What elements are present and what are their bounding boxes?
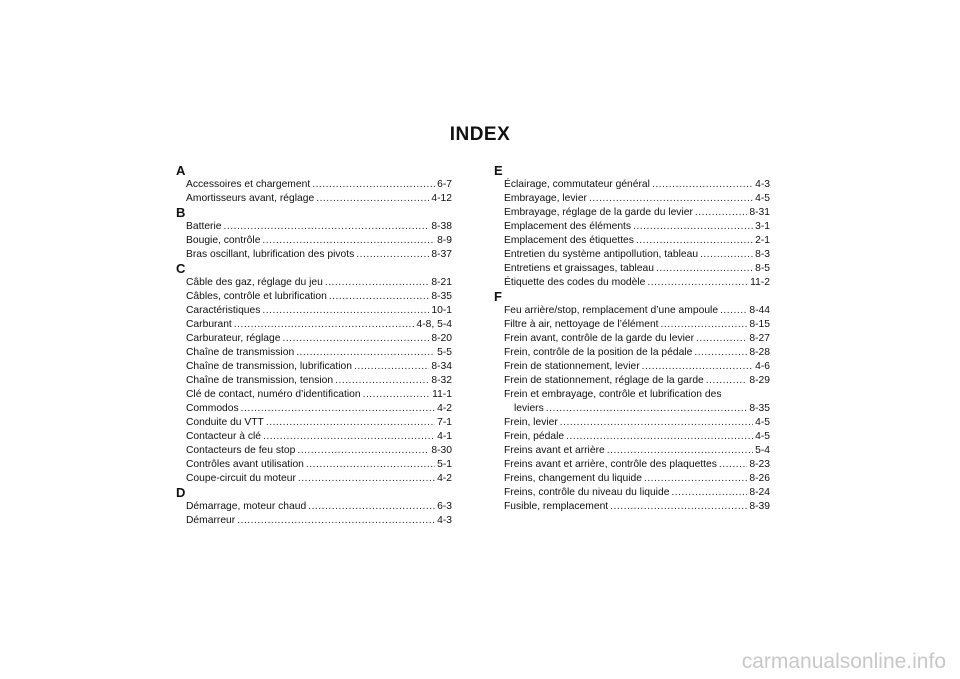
index-entry: Contacteurs de feu stop ..... 8-30 bbox=[174, 444, 452, 458]
index-entry: Freins avant et arrière ..... 5-4 bbox=[492, 444, 770, 458]
index-entry: Feu arrière/stop, remplacement d’une ampoule ..... 8-44 bbox=[492, 304, 770, 318]
index-entry: Amortisseurs avant, réglage ..... 4-12 bbox=[174, 192, 452, 206]
index-entry: Câble des gaz, réglage du jeu ..... 8-21 bbox=[174, 276, 452, 290]
index-entry: Batterie ..... 8-38 bbox=[174, 220, 452, 234]
index-entry: Entretien du système antipollution, tableau ..... 8-3 bbox=[492, 248, 770, 262]
index-entry: Clé de contact, numéro d’identification ..... 11-1 bbox=[174, 388, 452, 402]
section-letter-d: D bbox=[176, 485, 186, 500]
index-entry: Frein de stationnement, levier ..... 4-6 bbox=[492, 360, 770, 374]
section-a bbox=[174, 164, 452, 206]
index-entry: Étiquette des codes du modèle ..... 11-2 bbox=[492, 276, 770, 290]
section-f bbox=[492, 290, 770, 514]
index-entry: Frein, contrôle de la position de la pédale ..... 8-28 bbox=[492, 346, 770, 360]
index-entry: Embrayage, levier ..... 4-5 bbox=[492, 192, 770, 206]
index-entry: Filtre à air, nettoyage de l’élément ..... 8-15 bbox=[492, 318, 770, 332]
section-e bbox=[492, 164, 770, 290]
index-entry-heading: Frein et embrayage, contrôle et lubrification des bbox=[504, 389, 722, 400]
index-entry: Frein, levier ..... 4-5 bbox=[492, 416, 770, 430]
index-entry: Chaîne de transmission ..... 5-5 bbox=[174, 346, 452, 360]
index-entry: Démarrage, moteur chaud ..... 6-3 bbox=[174, 500, 452, 514]
index-entry: Emplacement des étiquettes ..... 2-1 bbox=[492, 234, 770, 248]
section-letter-c: C bbox=[176, 261, 186, 276]
index-column-left bbox=[174, 164, 452, 528]
index-entry: Contacteur à clé ..... 4-1 bbox=[174, 430, 452, 444]
section-d bbox=[174, 486, 452, 528]
index-entry: Frein, pédale ..... 4-5 bbox=[492, 430, 770, 444]
index-entry: Bras oscillant, lubrification des pivots ..... 8-37 bbox=[174, 248, 452, 262]
section-b bbox=[174, 206, 452, 262]
index-entry: Conduite du VTT ..... 7-1 bbox=[174, 416, 452, 430]
index-entry: Chaîne de transmission, tension ..... 8-32 bbox=[174, 374, 452, 388]
index-entry: Freins, changement du liquide ..... 8-26 bbox=[492, 472, 770, 486]
page-title: INDEX bbox=[449, 124, 511, 145]
index-column-right bbox=[492, 164, 770, 514]
section-letter-e: E bbox=[494, 163, 503, 178]
index-entry: Embrayage, réglage de la garde du levier ..... 8-31 bbox=[492, 206, 770, 220]
watermark-text: carmanualsonline.info bbox=[741, 650, 946, 673]
index-entry: Freins avant et arrière, contrôle des plaquettes ..... 8-23 bbox=[492, 458, 770, 472]
section-letter-b: B bbox=[176, 205, 186, 220]
index-entry: Entretiens et graissages, tableau ..... 8-5 bbox=[492, 262, 770, 276]
index-entry: Accessoires et chargement ..... 6-7 bbox=[174, 178, 452, 192]
index-entry: Emplacement des éléments ..... 3-1 bbox=[492, 220, 770, 234]
section-letter-f: F bbox=[494, 289, 502, 304]
section-letter-a: A bbox=[176, 163, 186, 178]
index-entry: Freins, contrôle du niveau du liquide ..... 8-24 bbox=[492, 486, 770, 500]
index-entry: Carburateur, réglage ..... 8-20 bbox=[174, 332, 452, 346]
index-entry: Commodos ..... 4-2 bbox=[174, 402, 452, 416]
index-entry: Caractéristiques ..... 10-1 bbox=[174, 304, 452, 318]
index-entry: Câbles, contrôle et lubrification ..... 8-35 bbox=[174, 290, 452, 304]
index-entry: Bougie, contrôle ..... 8-9 bbox=[174, 234, 452, 248]
index-entry: Coupe-circuit du moteur ..... 4-2 bbox=[174, 472, 452, 486]
index-entry-continuation: leviers ..... 8-35 bbox=[492, 402, 770, 416]
index-entry: Carburant ..... 4-8, 5-4 bbox=[174, 318, 452, 332]
index-entry: Fusible, remplacement ..... 8-39 bbox=[492, 500, 770, 514]
index-entry: Frein de stationnement, réglage de la garde ..... 8-29 bbox=[492, 374, 770, 388]
index-entry: Chaîne de transmission, lubrification ..... 8-34 bbox=[174, 360, 452, 374]
section-c bbox=[174, 262, 452, 486]
index-entry: Éclairage, commutateur général ..... 4-3 bbox=[492, 178, 770, 192]
index-entry: Frein avant, contrôle de la garde du levier ..... 8-27 bbox=[492, 332, 770, 346]
index-entry: Contrôles avant utilisation ..... 5-1 bbox=[174, 458, 452, 472]
index-entry: Démarreur ..... 4-3 bbox=[174, 514, 452, 528]
